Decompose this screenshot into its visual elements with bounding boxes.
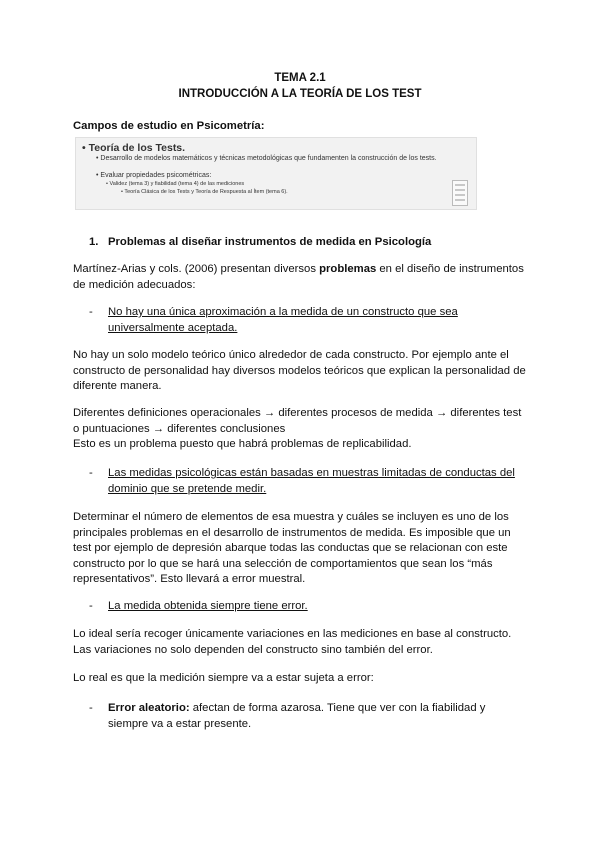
slide-line-5: • Teoría Clásica de los Tests y Teoría de Respuesta al Ítem (tema 6). (121, 189, 288, 195)
intro-paragraph (73, 262, 528, 293)
paragraph-1: No hay un solo modelo teórico único alrededor de cada constructo. Por ejemplo ante el constructo de personalidad hay diversos modelos teóricos que explican la personalidad de diferente manera. (73, 349, 526, 392)
slide-line-2: • Desarrollo de modelos matemáticos y técnicas metodológicas que fundamenten la construcción de los tests. (96, 155, 437, 162)
paragraph-4: Lo ideal sería recoger únicamente variaciones en las mediciones en base al constructo. Las variaciones no solo dependen del constructo sino también del error. (73, 628, 512, 656)
bullet-dash: - (89, 600, 93, 612)
campos-heading: Campos de estudio en Psicometría: (73, 120, 265, 132)
slide-line-4: • Validez (tema 3) y fiabilidad (tema 4) de las mediciones (106, 181, 245, 187)
slide-image (75, 137, 477, 210)
paragraph-3: Determinar el número de elementos de esa muestra y cuáles se incluyen es uno de los principales problemas en el desarrollo de instrumentos de medida. Es imposible que un test por ejemplo de depresión abarque todas las conductas que se relacionan con este constructo por lo que se hará una selección de comportamientos que sean los “más representativos”. Esto llevará a error muestral. (73, 511, 511, 585)
intro-text-pre: Martínez-Arias y cols. (2006) presentan diversos (73, 263, 320, 275)
bullet-4-text (108, 701, 528, 732)
document-title: INTRODUCCIÓN A LA TEORÍA DE LOS TEST (178, 88, 422, 100)
slide-line-1: • Teoría de los Tests. (82, 142, 186, 154)
slide-thumbnail-icon (452, 180, 468, 206)
intro-text-bold: problemas (319, 263, 377, 275)
bullet-4-rest: afectan de forma azarosa. Tiene que ver con la fiabilidad y siempre va a estar presente. (108, 702, 486, 730)
bullet-dash: - (89, 306, 93, 318)
bullet-dash: - (89, 467, 93, 479)
paragraph-5: Lo real es que la medición siempre va a estar sujeta a error: (73, 672, 374, 684)
bullet-4-bold: Error aleatorio: (108, 702, 190, 714)
bullet-dash: - (89, 702, 93, 714)
section-number: 1. (89, 236, 99, 248)
topic-number: TEMA 2.1 (274, 72, 326, 84)
bullet-3-text: La medida obtenida siempre tiene error. (108, 600, 308, 612)
section-heading: Problemas al diseñar instrumentos de medida en Psicología (108, 236, 432, 248)
intro-text-post: en el diseño de instrumentos de medición adecuados: (73, 263, 524, 291)
bullet-2-text: Las medidas psicológicas están basadas en muestras limitadas de conductas del dominio que se pretende medir. (108, 467, 515, 495)
paragraph-2-line-2: Esto es un problema puesto que habrá problemas de replicabilidad. (73, 438, 412, 450)
bullet-1-text: No hay una única aproximación a la medida de un constructo que sea universalmente aceptada. (108, 306, 458, 334)
paragraph-2-line-1: Diferentes definiciones operacionales → diferentes procesos de medida → diferentes test o puntuaciones → diferentes conclusiones (73, 407, 522, 435)
slide-line-3: • Evaluar propiedades psicométricas: (96, 172, 212, 179)
